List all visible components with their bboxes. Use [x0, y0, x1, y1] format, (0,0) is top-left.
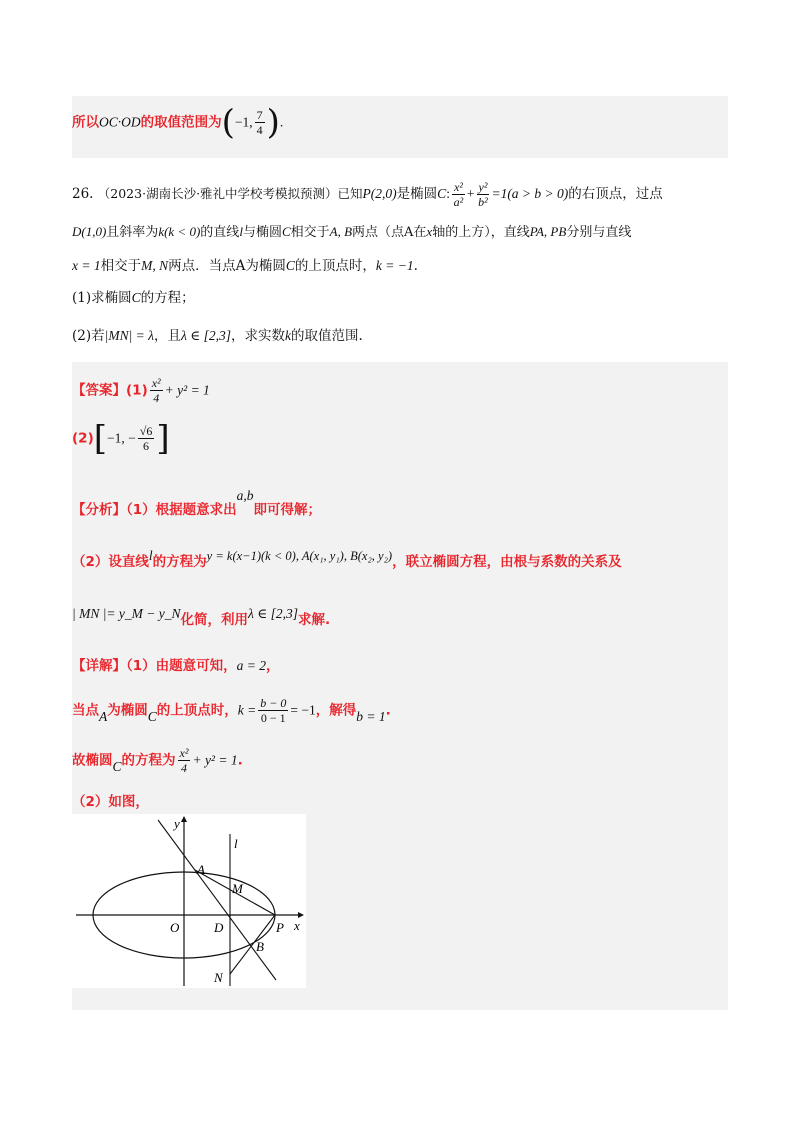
answer-line-1: 【答案】(1) $\frac{\text{x²}}{4}$ + y² = 1 — [72, 376, 210, 405]
prev-answer-line: 所以OC·OD的取值范围为(−1, $\frac{7}{4}$ ). — [72, 102, 284, 143]
label-d: D — [214, 920, 224, 935]
analysis-line-2: （2）设直线l的方程为y = k(x−1)(k < 0), A(x₁, y₁), B(x₂, y₂)，联立椭圆方程，由根与系数的关系及 — [72, 548, 622, 570]
analysis-line-1: 【分析】（1）根据题意求出a,b即可得解； — [72, 488, 322, 518]
detail-line-2: 当点A为椭圆C的上顶点时，k = $\frac{b - 0}{0 - 1}$ = −1，解得b = 1. — [72, 696, 391, 725]
question-2: (2)若|MN| = λ，且λ ∈ [2,3]，求实数k的取值范围. — [72, 328, 363, 344]
analysis-line-3: | MN |= y_M − y_N化简，利用λ ∈ [2,3]求解. — [72, 606, 331, 628]
fraction: $\frac{√6}{6}$ — [139, 424, 153, 453]
label-p: P — [276, 920, 284, 935]
label-y: y — [174, 816, 180, 831]
fraction: $\frac{7}{4}$ — [256, 108, 263, 137]
question-1: (1)求椭圆C的方程； — [72, 290, 195, 306]
detail-line-3: 故椭圆C的方程为 $\frac{\text{x²}}{4}$ + y² = 1. — [72, 746, 243, 775]
label-o: O — [170, 920, 180, 935]
fraction: $\frac{\text{x²}}{4}$ — [151, 376, 161, 405]
label-n: N — [214, 970, 223, 985]
answer-line-2: (2)[−1, − $\frac{√6}{6}$ ] — [72, 418, 170, 459]
detail-line-1: 【详解】（1）由题意可知，a = 2， — [72, 658, 280, 674]
fraction: $\frac{\text{x²}}{4}$ — [179, 746, 189, 775]
detail-line-4: （2）如图， — [72, 794, 149, 810]
label-l: l — [234, 836, 238, 851]
label-a: A — [197, 862, 205, 877]
label-b: B — [256, 939, 264, 954]
problem-line-1: 26. （2023·湖南长沙·雅礼中学校考模拟预测）已知P(2,0)是椭圆C: $\frac{\text{x²}}{\text{a²}}$ + $\frac{\text{y²}}{\text{b²}}$ =1(a > b > 0)的右顶点，过点 — [72, 180, 663, 209]
fraction: $\frac{\text{x²}}{\text{a²}}$ — [453, 180, 464, 209]
fraction: $\frac{\text{y²}}{\text{b²}}$ — [478, 180, 488, 209]
label-x: x — [294, 918, 300, 933]
vector-expr: OC·OD — [99, 114, 141, 130]
ellipse-figure — [72, 814, 306, 988]
label-m: M — [232, 881, 243, 896]
problem-line-3: x = 1相交于M, N两点．当点A为椭圆C的上顶点时，k = −1. — [72, 258, 418, 274]
problem-line-2: D(1,0)且斜率为k(k < 0)的直线l与椭圆C相交于A, B两点（点A在x轴的上方），直线PA, PB分别与直线 — [72, 224, 632, 240]
fraction: $\frac{b - 0}{0 - 1}$ — [260, 696, 287, 725]
